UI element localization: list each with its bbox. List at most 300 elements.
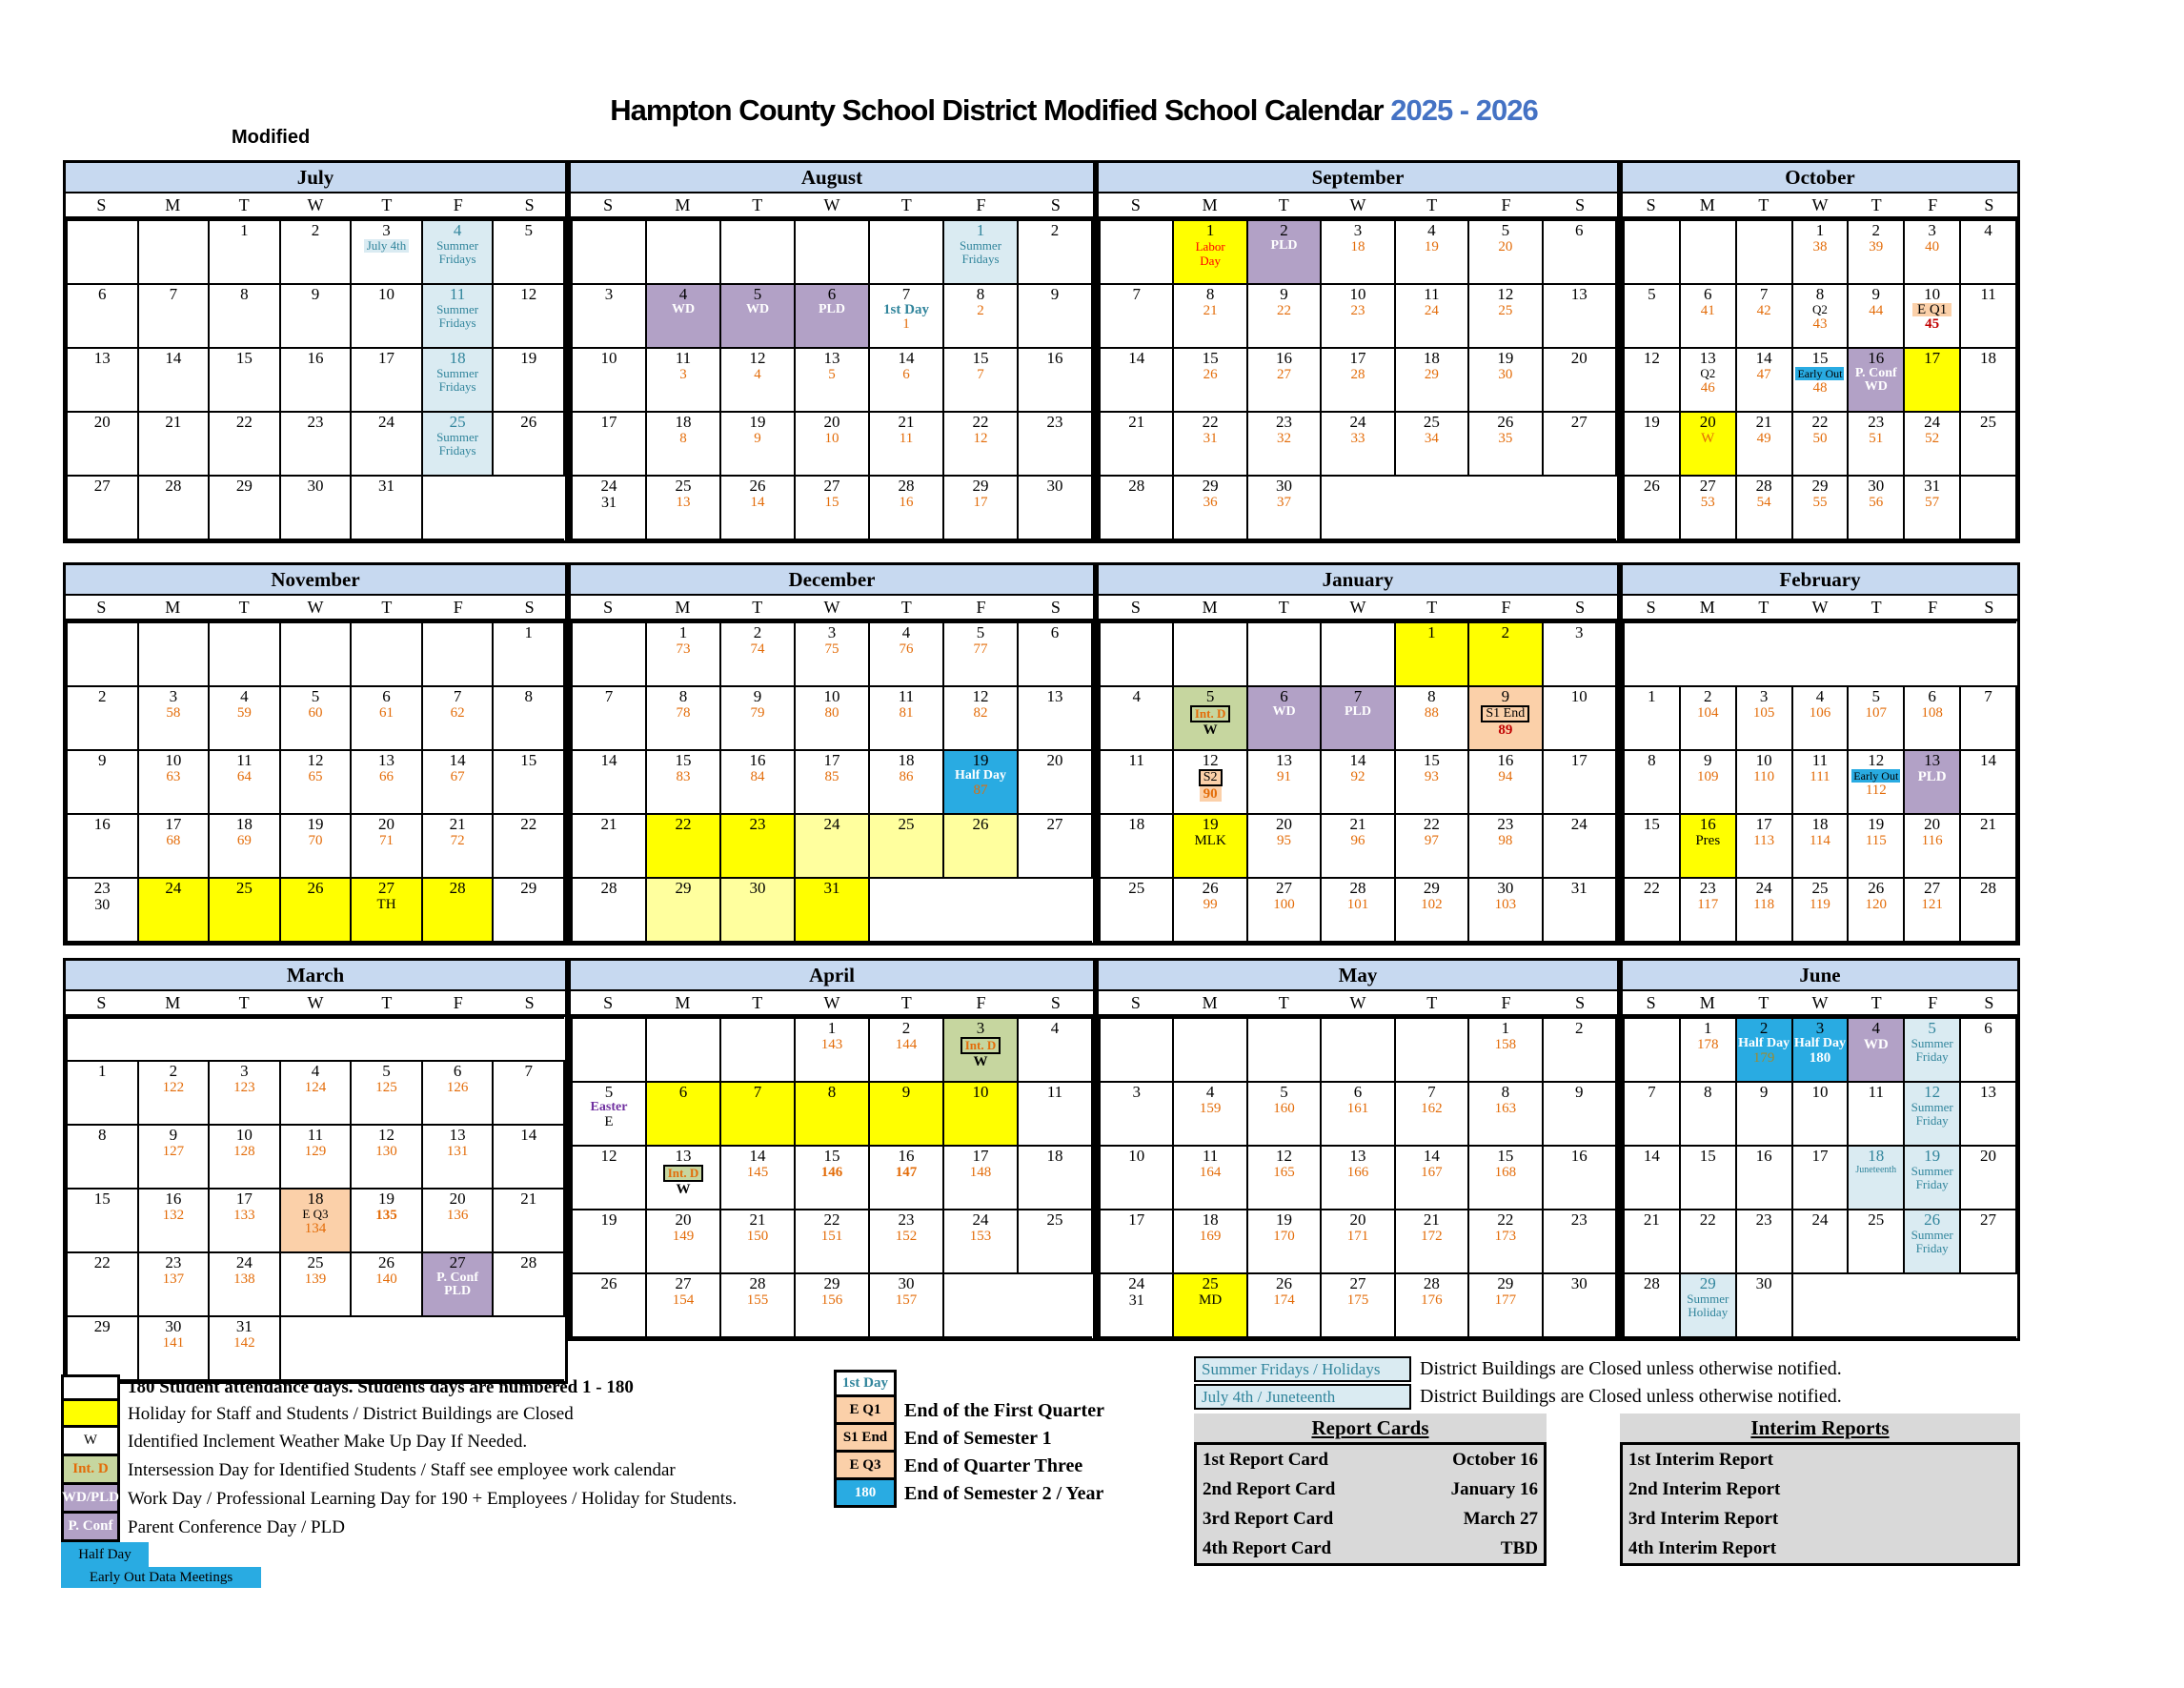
day-cell — [1018, 1210, 1092, 1273]
weekday-label: W — [823, 195, 840, 214]
day-cell — [1100, 220, 1173, 284]
student-day-number: 150 — [746, 1229, 769, 1244]
day-number: 13 — [1980, 1083, 1997, 1101]
day-number: 5 — [753, 285, 762, 303]
empty-cells — [1624, 622, 2016, 686]
report-date: October 16 — [1452, 1450, 1538, 1470]
student-day-number: 38 — [1812, 239, 1828, 254]
legend-swatch: 180 — [834, 1480, 897, 1508]
day-number: 12 — [1276, 1147, 1293, 1165]
day-number: 17 — [1570, 751, 1587, 769]
day-number: 28 — [1980, 879, 1997, 897]
weekday-label: S — [1575, 598, 1586, 617]
day-number: 1 — [1704, 1019, 1712, 1037]
day-cell — [1736, 750, 1792, 814]
student-day-number: 41 — [1700, 303, 1715, 318]
day-cell — [720, 686, 795, 750]
day-number: 21 — [1128, 413, 1145, 431]
day-cell — [1848, 1082, 1904, 1146]
day-number: 10 — [165, 751, 182, 769]
student-day-number: 143 — [820, 1037, 843, 1052]
day-cell — [1321, 1273, 1394, 1337]
weekday-label: T — [1758, 598, 1769, 617]
day-number: 2 — [1050, 221, 1060, 239]
day-cell — [1100, 750, 1173, 814]
student-day-number: 118 — [1753, 897, 1775, 912]
day-cell — [422, 814, 494, 878]
day-cell — [1247, 476, 1321, 539]
student-day-number: 117 — [1697, 897, 1719, 912]
day-cell — [572, 476, 646, 539]
day-number: 18 — [1868, 1147, 1885, 1165]
day-cell — [493, 412, 564, 476]
day-number: 6 — [453, 1062, 462, 1080]
day-number: 23 — [749, 815, 766, 833]
day-cell — [1624, 220, 1680, 284]
weekday-label: S — [603, 195, 614, 214]
day-label: Summer Friday — [1911, 1036, 1953, 1064]
day-cell — [1848, 348, 1904, 412]
day-cell — [1543, 878, 1616, 942]
day-cell — [869, 1018, 943, 1082]
day-cell — [209, 878, 280, 942]
student-day-number: 53 — [1700, 495, 1715, 510]
student-day-number: 142 — [233, 1335, 255, 1351]
day-number: 30 — [1497, 879, 1514, 897]
student-day-number: 51 — [1869, 431, 1884, 446]
student-day-number: 179 — [1752, 1050, 1775, 1066]
day-number: 8 — [1648, 751, 1656, 769]
overflow-date: 31 — [1128, 1292, 1144, 1309]
day-number: 4 — [678, 285, 688, 303]
day-cell — [493, 1125, 564, 1189]
day-cell — [280, 686, 352, 750]
student-day-number: 72 — [450, 833, 465, 848]
day-number: 28 — [749, 1274, 766, 1292]
student-day-number: 133 — [233, 1208, 255, 1223]
student-day-number: 54 — [1756, 495, 1771, 510]
student-day-number: 1 — [902, 316, 910, 332]
month-title: January — [1099, 565, 1617, 596]
student-day-number: 172 — [1421, 1229, 1443, 1244]
day-cell — [1018, 622, 1092, 686]
student-day-number: 24 — [1424, 303, 1439, 318]
day-number: 1 — [240, 221, 249, 239]
day-cell — [1321, 412, 1394, 476]
month-title: July — [66, 163, 565, 193]
student-day-number: 78 — [676, 705, 691, 721]
day-cell — [209, 750, 280, 814]
day-number: 25 — [1046, 1210, 1063, 1229]
weekday-label: M — [1699, 195, 1715, 214]
day-cell — [1543, 1018, 1616, 1082]
day-cell — [1680, 878, 1736, 942]
day-number: 15 — [520, 751, 537, 769]
day-cell — [646, 750, 720, 814]
day-number: 31 — [235, 1317, 253, 1335]
day-number: 17 — [235, 1190, 253, 1208]
day-label: Half Day — [954, 768, 1007, 783]
weekday-label: T — [1758, 993, 1769, 1012]
day-cell — [1848, 412, 1904, 476]
day-cell — [1736, 348, 1792, 412]
day-number: 5 — [1280, 1083, 1288, 1101]
day-cell — [1321, 878, 1394, 942]
day-cell — [1960, 1082, 2016, 1146]
day-number: 21 — [749, 1210, 766, 1229]
day-cell — [1736, 412, 1792, 476]
day-number: 20 — [823, 413, 840, 431]
day-number: 9 — [901, 1083, 911, 1101]
day-number: 10 — [972, 1083, 989, 1101]
day-number: 3 — [382, 221, 391, 239]
day-cell — [1018, 220, 1092, 284]
day-cell — [869, 1210, 943, 1273]
weekday-label: S — [1984, 993, 1994, 1012]
day-number: 28 — [165, 477, 182, 495]
day-cell — [1680, 1146, 1736, 1210]
day-number: 30 — [165, 1317, 182, 1335]
day-cell — [1792, 1210, 1849, 1273]
day-cell — [1792, 1146, 1849, 1210]
day-number: 19 — [378, 1190, 395, 1208]
day-cell — [572, 878, 646, 942]
day-number: 26 — [1643, 477, 1660, 495]
student-day-number: MD — [1199, 1292, 1223, 1308]
day-cell — [1247, 348, 1321, 412]
day-number: 19 — [1868, 815, 1885, 833]
day-cell — [1680, 814, 1736, 878]
day-number: 26 — [600, 1274, 617, 1292]
day-label: PLD — [1344, 704, 1371, 719]
day-number: 26 — [1924, 1210, 1941, 1229]
student-day-number: 9 — [754, 431, 761, 446]
student-day-number: 13 — [676, 495, 691, 510]
day-number: 13 — [1924, 751, 1941, 769]
student-day-number: 130 — [375, 1144, 397, 1159]
student-day-number: 128 — [233, 1144, 255, 1159]
day-number: 29 — [1699, 1274, 1716, 1292]
day-cell — [351, 284, 422, 348]
student-day-number: 129 — [304, 1144, 327, 1159]
day-number: 8 — [1815, 285, 1825, 303]
legend-text — [149, 1542, 156, 1567]
weekday-label: S — [1050, 993, 1061, 1012]
student-day-number: 80 — [824, 705, 839, 721]
student-day-number: 37 — [1277, 495, 1292, 510]
student-day-number: 93 — [1424, 769, 1439, 784]
day-number: 23 — [1699, 879, 1716, 897]
day-cell — [572, 1273, 646, 1337]
day-number: 23 — [1046, 413, 1063, 431]
day-number: 28 — [1349, 879, 1366, 897]
week-row — [572, 750, 1092, 814]
day-number: 28 — [449, 879, 466, 897]
legend-swatch: E Q3 — [834, 1453, 897, 1480]
day-cell — [493, 220, 564, 284]
day-cell — [209, 412, 280, 476]
day-cell — [1018, 814, 1092, 878]
day-number: 30 — [898, 1274, 915, 1292]
day-number: 20 — [1349, 1210, 1366, 1229]
day-cell — [572, 1146, 646, 1210]
day-cell — [869, 220, 943, 284]
student-day-number: 112 — [1865, 783, 1887, 798]
day-cell — [1468, 1082, 1542, 1146]
day-cell — [1173, 476, 1246, 539]
day-cell — [1321, 1082, 1394, 1146]
day-cell — [869, 1082, 943, 1146]
day-cell — [646, 814, 720, 878]
day-number: 12 — [972, 687, 989, 705]
week-row — [1100, 1273, 1616, 1337]
day-label: PLD — [819, 302, 845, 316]
student-day-number: E — [604, 1114, 614, 1129]
day-number: 3 — [1353, 221, 1363, 239]
day-number: 10 — [1924, 285, 1941, 303]
day-number: 9 — [169, 1126, 178, 1144]
weekday-label: S — [1050, 598, 1061, 617]
day-number: 9 — [1575, 1083, 1584, 1101]
day-cell — [1173, 814, 1246, 878]
student-day-number: 4 — [754, 367, 761, 382]
student-day-number: 30 — [1498, 367, 1513, 382]
student-day-number: 44 — [1869, 303, 1884, 318]
day-number: 27 — [1980, 1210, 1997, 1229]
day-number: 6 — [1984, 1019, 1992, 1037]
day-number: 14 — [1980, 751, 1997, 769]
day-label: Int. D — [961, 1037, 1001, 1054]
day-number: 21 — [1980, 815, 1997, 833]
student-day-number: 81 — [899, 705, 914, 721]
day-cell — [1904, 476, 1960, 539]
day-number: 5 — [1501, 221, 1510, 239]
student-day-number: 62 — [450, 705, 465, 721]
student-day-number: 173 — [1494, 1229, 1517, 1244]
day-cell — [280, 1061, 352, 1125]
day-number: 5 — [1648, 285, 1656, 303]
day-number: 20 — [93, 413, 111, 431]
day-cell — [1468, 1018, 1542, 1082]
day-number: 25 — [675, 477, 692, 495]
student-day-number: 160 — [1273, 1101, 1295, 1116]
day-number: 12 — [1643, 349, 1660, 367]
day-number: 1 — [524, 623, 533, 641]
day-number: 3 — [1815, 1019, 1825, 1037]
day-cell — [1904, 284, 1960, 348]
day-number: 20 — [1924, 815, 1941, 833]
day-cell — [572, 284, 646, 348]
day-label: WD — [745, 302, 770, 316]
day-cell — [1736, 1210, 1792, 1273]
day-number: 10 — [378, 285, 395, 303]
student-day-number: 121 — [1921, 897, 1943, 912]
day-cell — [1100, 1146, 1173, 1210]
day-cell — [422, 750, 494, 814]
month-december — [568, 562, 1096, 946]
report-date: January 16 — [1450, 1479, 1538, 1499]
day-cell — [1960, 476, 2016, 539]
day-cell — [1848, 284, 1904, 348]
day-number: 13 — [823, 349, 840, 367]
student-day-number: 116 — [1921, 833, 1943, 848]
weekday-label: S — [96, 993, 107, 1012]
empty-cells — [67, 1018, 564, 1061]
weekday-label: F — [453, 195, 463, 214]
day-number: 17 — [1755, 815, 1772, 833]
weekday-label: T — [900, 195, 912, 214]
day-number: 21 — [520, 1190, 537, 1208]
day-cell — [1395, 1273, 1468, 1337]
weekday-header — [1099, 596, 1617, 621]
day-number: 7 — [1648, 1083, 1656, 1101]
day-cell — [1468, 220, 1542, 284]
student-day-number: 108 — [1921, 705, 1943, 721]
student-day-number: 87 — [973, 783, 988, 798]
student-day-number: 114 — [1809, 833, 1830, 848]
day-label: S1 End — [1481, 705, 1529, 722]
day-number: 13 — [1570, 285, 1587, 303]
weekday-label: M — [1202, 195, 1218, 214]
student-day-number: 153 — [969, 1229, 992, 1244]
day-cell — [1173, 1273, 1246, 1337]
month-grid — [66, 1017, 565, 1381]
day-number: 12 — [520, 285, 537, 303]
week-row — [1624, 814, 2016, 878]
weekday-label: T — [1871, 993, 1882, 1012]
day-number: 2 — [1501, 623, 1510, 641]
day-number: 31 — [1924, 477, 1941, 495]
weekday-label: S — [1984, 598, 1994, 617]
day-cell — [795, 878, 869, 942]
day-cell — [1624, 1018, 1680, 1082]
day-number: 6 — [678, 1083, 688, 1101]
day-cell — [1624, 476, 1680, 539]
day-number: 23 — [307, 413, 324, 431]
day-number: 29 — [93, 1317, 111, 1335]
day-cell — [280, 284, 352, 348]
day-cell — [1792, 284, 1849, 348]
day-number: 1 — [1648, 687, 1656, 705]
legend-item — [834, 1370, 1104, 1397]
day-cell — [1173, 1210, 1246, 1273]
student-day-number: 159 — [1199, 1101, 1222, 1116]
student-day-number: 98 — [1498, 833, 1513, 848]
day-number: 18 — [1423, 349, 1440, 367]
day-cell — [1543, 1146, 1616, 1210]
day-cell — [1904, 686, 1960, 750]
student-day-number: 61 — [379, 705, 394, 721]
day-number: 20 — [1699, 413, 1716, 431]
day-number: 12 — [1868, 751, 1885, 769]
day-number: 11 — [675, 349, 692, 367]
day-cell — [795, 1018, 869, 1082]
day-cell — [1904, 814, 1960, 878]
week-row — [1100, 348, 1616, 412]
day-number: 12 — [1924, 1083, 1941, 1101]
day-number: 27 — [1699, 477, 1716, 495]
day-number: 1 — [1501, 1019, 1510, 1037]
day-cell — [1960, 814, 2016, 878]
student-day-number: W — [1203, 722, 1218, 738]
month-title: December — [571, 565, 1093, 596]
weekday-label: S — [524, 993, 535, 1012]
report-label: 1st Report Card — [1203, 1450, 1328, 1470]
day-number: 2 — [1575, 1019, 1584, 1037]
report-label: 2nd Interim Report — [1628, 1479, 1781, 1499]
day-cell — [1173, 284, 1246, 348]
day-number: 22 — [1643, 879, 1660, 897]
closure-text: District Buildings are Closed unless otherwise notified. — [1420, 1386, 1842, 1407]
week-row — [1624, 750, 2016, 814]
day-cell — [1100, 1210, 1173, 1273]
day-number: 26 — [520, 413, 537, 431]
weekday-header — [66, 193, 565, 219]
legend-text: End of Semester 1 — [904, 1428, 1052, 1449]
day-cell — [209, 348, 280, 412]
day-number: 4 — [1050, 1019, 1060, 1037]
week-row — [1100, 686, 1616, 750]
day-cell — [1680, 220, 1736, 284]
month-grid — [571, 1017, 1093, 1338]
day-number: 21 — [600, 815, 617, 833]
day-cell — [1018, 348, 1092, 412]
day-cell — [493, 686, 564, 750]
student-day-number: 140 — [375, 1271, 397, 1287]
student-day-number: 16 — [899, 495, 914, 510]
day-number: 27 — [378, 879, 395, 897]
day-cell — [572, 348, 646, 412]
day-number: 9 — [1501, 687, 1510, 705]
day-number: 10 — [1570, 687, 1587, 705]
day-number: 29 — [675, 879, 692, 897]
student-day-number: 90 — [1200, 786, 1222, 802]
day-number: 15 — [675, 751, 692, 769]
month-title: November — [66, 565, 565, 596]
day-cell — [1624, 1273, 1680, 1337]
week-row — [572, 686, 1092, 750]
student-day-number: 57 — [1925, 495, 1940, 510]
day-number: 13 — [1699, 349, 1716, 367]
legend-text: Intersession Day for Identified Students / Staff see employee work calendar — [128, 1460, 676, 1480]
day-number: 28 — [1128, 477, 1145, 495]
student-day-number: 32 — [1277, 431, 1292, 446]
month-july — [63, 160, 568, 543]
weekday-header — [571, 991, 1093, 1017]
day-cell — [1792, 1018, 1849, 1082]
day-number: 4 — [311, 1062, 320, 1080]
weekday-label: T — [900, 598, 912, 617]
day-cell — [646, 878, 720, 942]
day-number: 27 — [449, 1253, 466, 1271]
day-number: 6 — [827, 285, 837, 303]
day-number: 12 — [749, 349, 766, 367]
student-day-number: 15 — [824, 495, 839, 510]
day-cell — [138, 412, 210, 476]
week-row — [67, 1316, 564, 1380]
day-cell — [67, 1125, 138, 1189]
day-cell — [1736, 284, 1792, 348]
day-number: 17 — [378, 349, 395, 367]
day-cell — [1173, 1018, 1246, 1082]
overflow-date: 30 — [94, 897, 111, 913]
empty-cells — [280, 1316, 564, 1380]
day-number: 16 — [898, 1147, 915, 1165]
day-label: Summer Friday — [1911, 1100, 1953, 1128]
day-number: 10 — [1811, 1083, 1829, 1101]
day-cell — [1173, 220, 1246, 284]
day-number: 17 — [1924, 349, 1941, 367]
